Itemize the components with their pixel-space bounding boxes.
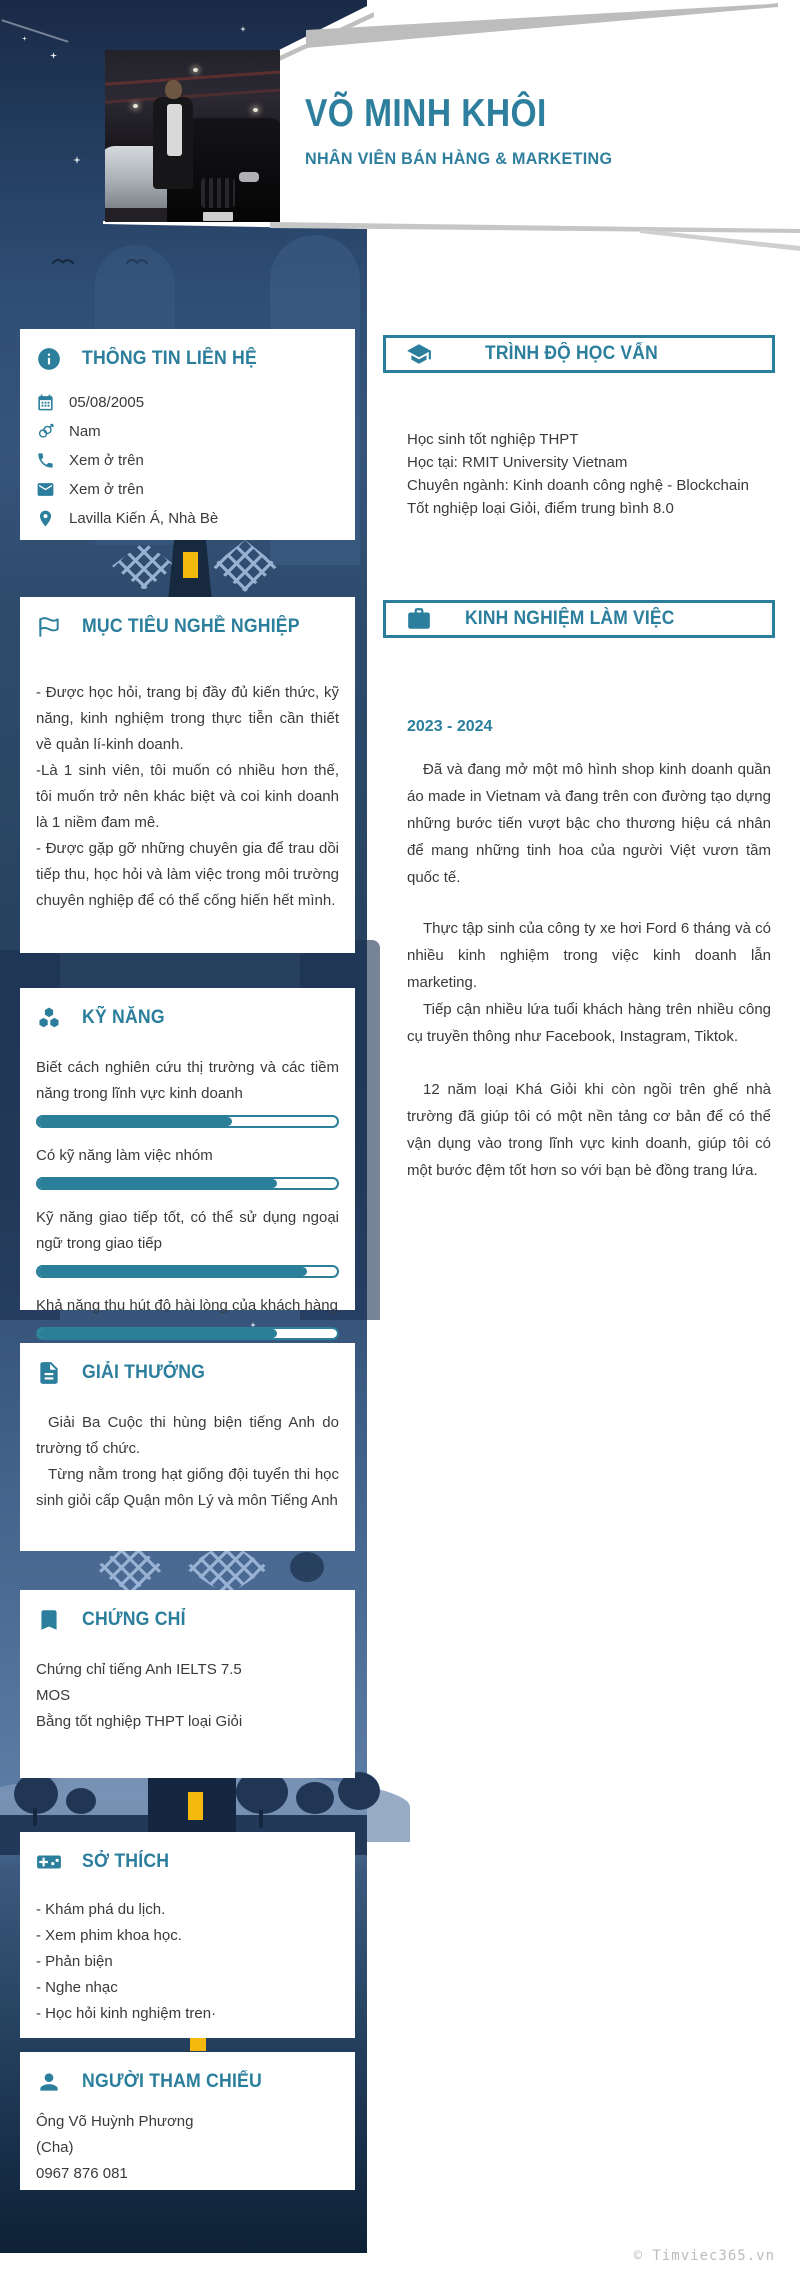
address-value: Lavilla Kiến Á, Nhà Bè [69, 510, 219, 527]
experience-period: 2023 - 2024 [407, 718, 493, 735]
experience-content [407, 716, 771, 1184]
hobby-item: - Khám phá du lịch. [36, 1901, 166, 1918]
section-title: KỸ NĂNG [82, 1007, 165, 1028]
birthday-value: 05/08/2005 [69, 394, 145, 411]
section-header [36, 1358, 339, 1388]
candidate-role: NHÂN VIÊN BÁN HÀNG & MARKETING [305, 149, 613, 168]
star-sparkle [22, 36, 27, 41]
contact-item [36, 446, 339, 475]
education-line: Học tại: RMIT University Vietnam [407, 454, 628, 471]
education-line: Tốt nghiệp loại Giỏi, điểm trung bình 8.0 [407, 500, 674, 517]
contact-item [36, 388, 339, 417]
section-objective [20, 597, 355, 953]
windmill-blade [212, 540, 278, 592]
section-title: SỞ THÍCH [82, 1851, 170, 1872]
award-item: Từng nằm trong hạt giống đội tuyển thi học sinh giỏi cấp Quận môn Lý và môn Tiếng Anh [36, 1466, 339, 1509]
cubes-icon [36, 1005, 62, 1031]
experience-paragraph: Thực tập sinh của công ty xe hơi Ford 6 tháng và có nhiều kinh nghiệm trong việc kinh doanh lẫn marketing. [407, 920, 771, 991]
certificate-item: MOS [36, 1687, 71, 1704]
skill-bar-fill [38, 1267, 307, 1276]
reference-relation: (Cha) [36, 2139, 74, 2156]
header-identity [305, 92, 629, 169]
section-title: GIẢI THƯỞNG [82, 1362, 206, 1383]
section-education-header [383, 335, 775, 373]
lit-window [183, 552, 198, 578]
bookmark-icon [36, 1607, 62, 1633]
graduation-cap-icon [406, 341, 432, 367]
objective-paragraph: - Được học hỏi, trang bị đầy đủ kiến thức, kỹ năng, kinh nghiệm trong thực tiễn cần thiết về quản lí-kinh doanh. [36, 684, 339, 753]
section-certificates [20, 1590, 355, 1778]
award-item: Giải Ba Cuộc thi hùng biện tiếng Anh do trường tổ chức. [36, 1414, 339, 1457]
header-silver-band-top [300, 0, 800, 60]
section-references [20, 2052, 355, 2190]
candidate-name: VÕ MINH KHÔI [305, 92, 547, 135]
education-content [407, 428, 771, 520]
contact-item [36, 417, 339, 446]
section-contact [20, 329, 355, 540]
section-header [36, 1605, 339, 1635]
briefcase-icon [406, 606, 432, 632]
skill-label: Biết cách nghiên cứu thị trường và các tiềm năng trong lĩnh vực kinh doanh [36, 1059, 339, 1102]
objective-paragraph: - Được gặp gỡ những chuyên gia để trau dồi tiếp thu, học hỏi và làm việc trong môi trường chuyên nghiệp để có thể cống hiến hết mình. [36, 840, 339, 909]
lit-window [190, 2036, 206, 2051]
section-title: KINH NGHIỆM LÀM VIỆC [465, 608, 675, 629]
phone-icon [36, 451, 55, 470]
hobby-item: - Nghe nhạc [36, 1979, 118, 1996]
contact-item [36, 504, 339, 533]
experience-paragraph: Tiếp cận nhiều lứa tuổi khách hàng trên nhiều công cụ truyền thông như Facebook, Instagram, Tiktok. [407, 1001, 771, 1045]
section-title: THÔNG TIN LIÊN HỆ [82, 348, 257, 369]
skill-progress-bar [36, 1327, 339, 1340]
shooting-star [1, 19, 68, 43]
section-skills [20, 988, 355, 1314]
star-sparkle [73, 156, 81, 164]
skill-progress-bar [36, 1177, 339, 1190]
person-icon [36, 2069, 62, 2095]
skill-progress-bar [36, 1265, 339, 1278]
section-header [36, 612, 339, 642]
education-line: Học sinh tốt nghiệp THPT [407, 431, 579, 448]
flag-icon [36, 614, 62, 640]
tree-silhouette [66, 1788, 96, 1814]
section-title: TRÌNH ĐỘ HỌC VẤN [485, 343, 658, 364]
section-title: CHỨNG CHỈ [82, 1609, 186, 1630]
hobby-item: - Xem phim khoa học. [36, 1927, 182, 1944]
bird-icon [52, 256, 74, 265]
email-icon [36, 480, 55, 499]
location-icon [36, 509, 55, 528]
experience-paragraph: Đã và đang mở một mô hình shop kinh doanh quần áo made in Vietnam và đang trên con đường tạo dựng những bước tiến vượt bậc cho thương hiệu cá nhân để mang những tinh hoa của người Việt vươn tầm quốc tế. [407, 761, 771, 886]
section-title: NGƯỜI THAM CHIẾU [82, 2071, 262, 2092]
hobby-item: - Phản biện [36, 1953, 113, 1970]
gamepad-icon [36, 1849, 62, 1875]
star-sparkle [50, 52, 57, 59]
section-header [36, 1003, 339, 1033]
tree-silhouette [296, 1782, 334, 1814]
contact-item [36, 475, 339, 504]
skill-label: Khả năng thu hút độ hài lòng của khách hàng [36, 1297, 338, 1314]
gender-icon [36, 422, 55, 441]
phone-value: Xem ở trên [69, 452, 144, 469]
calendar-icon [36, 393, 55, 412]
profile-photo [105, 50, 280, 222]
gender-value: Nam [69, 423, 101, 440]
email-value: Xem ở trên [69, 481, 144, 498]
certificate-item: Bằng tốt nghiệp THPT loại Giỏi [36, 1713, 243, 1730]
skill-bar-fill [38, 1117, 232, 1126]
watermark: © Timviec365.vn [633, 2248, 775, 2264]
section-experience-header [383, 600, 775, 638]
education-line: Chuyên ngành: Kinh doanh công nghệ - Blockchain [407, 477, 749, 494]
section-header [36, 2067, 339, 2097]
hobby-item: - Học hỏi kinh nghiệm tren· [36, 2005, 217, 2022]
windmill-blade [112, 542, 176, 590]
section-hobbies [20, 1832, 355, 2038]
tree-trunk [259, 1810, 263, 1828]
reference-name: Ông Võ Huỳnh Phương [36, 2113, 194, 2130]
reference-phone: 0967 876 081 [36, 2165, 128, 2182]
star-sparkle [240, 26, 246, 32]
experience-paragraph: 12 năm loại Khá Giỏi khi còn ngồi trên ghế nhà trường đã giúp tôi có một nền tảng cơ bản để có thể vận dụng vào trong lĩnh vực kinh doanh, giúp tôi có một bước đệm tốt hơn so với bạn bè đồng trang lứa. [407, 1081, 771, 1179]
tree-trunk [33, 1808, 37, 1826]
section-title: MỤC TIÊU NGHỀ NGHIỆP [82, 616, 300, 637]
section-header [36, 1847, 339, 1877]
info-icon [36, 346, 62, 372]
skill-bar-fill [38, 1179, 277, 1188]
section-header [36, 344, 339, 374]
tree-silhouette [290, 1552, 324, 1582]
skill-label: Kỹ năng giao tiếp tốt, có thể sử dụng ngoại ngữ trong giao tiếp [36, 1209, 339, 1252]
lit-window [188, 1792, 203, 1820]
skill-label: Có kỹ năng làm việc nhóm [36, 1147, 213, 1164]
section-awards [20, 1343, 355, 1551]
skill-progress-bar [36, 1115, 339, 1128]
objective-paragraph: -Là 1 sinh viên, tôi muốn có nhiều hơn thế, tôi muốn trở nên khác biệt và coi kinh doanh là 1 niềm đam mê. [36, 762, 339, 831]
certificate-item: Chứng chỉ tiếng Anh IELTS 7.5 [36, 1661, 242, 1678]
document-icon [36, 1360, 62, 1386]
skill-bar-fill [38, 1329, 277, 1338]
